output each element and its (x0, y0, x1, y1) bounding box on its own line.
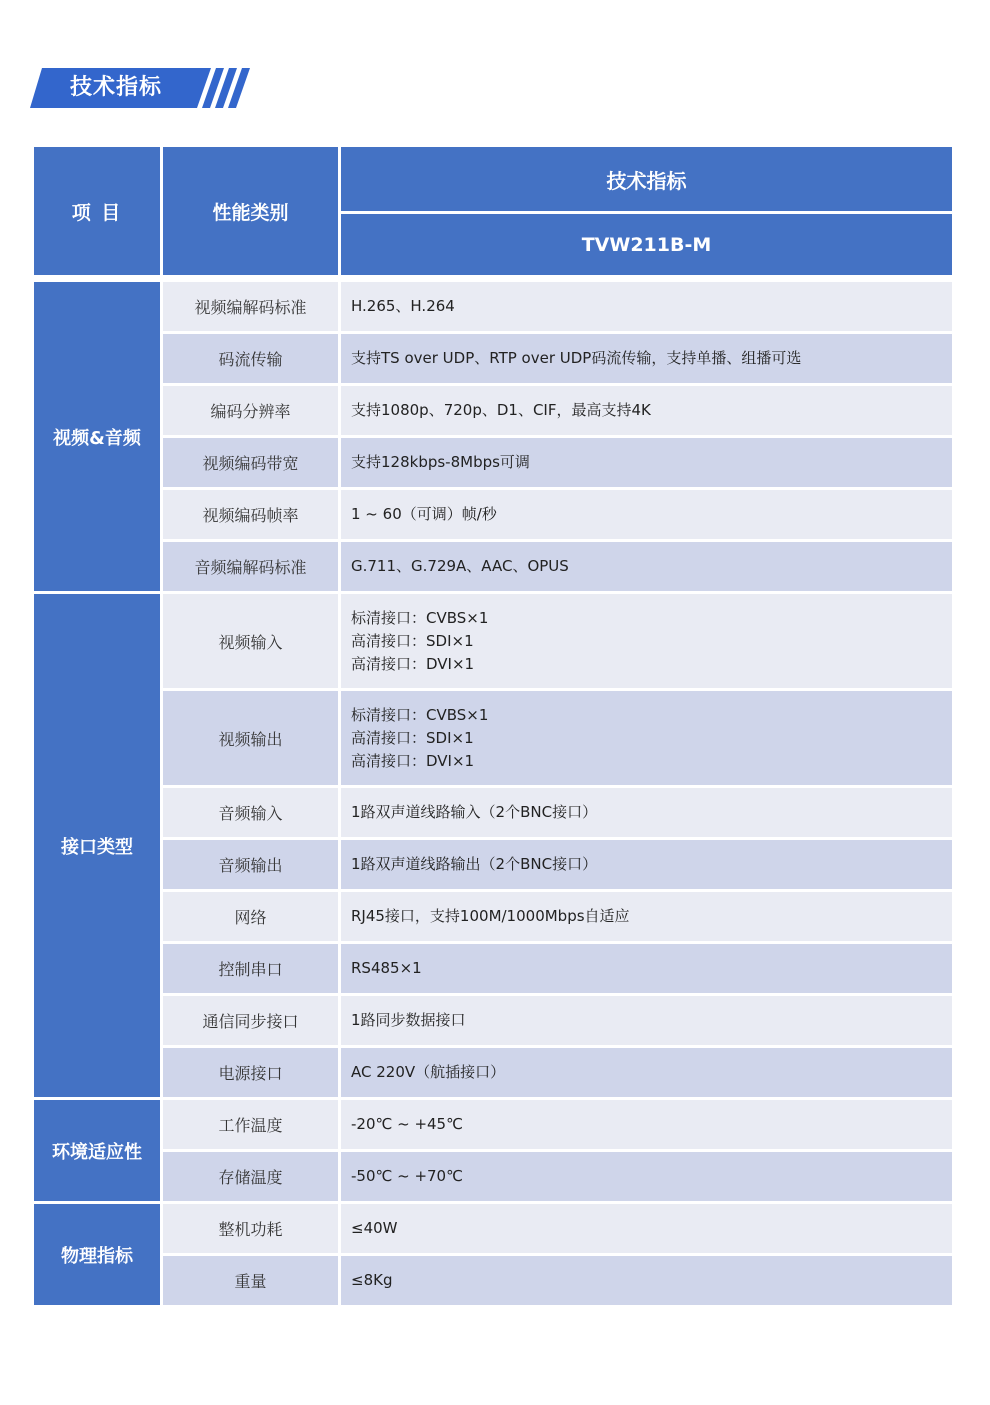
category-cell: 网络 (163, 892, 338, 941)
category-cell: 音频输入 (163, 788, 338, 837)
category-cell: 电源接口 (163, 1048, 338, 1097)
table-row (34, 1100, 952, 1149)
table-row (34, 542, 952, 591)
table-row (34, 1152, 952, 1201)
value-cell (341, 1256, 952, 1305)
table-row (34, 788, 952, 837)
category-cell: 码流传输 (163, 334, 338, 383)
value-line: 支持128kbps-8Mbps可调 (351, 453, 530, 471)
value-line: 高清接口：DVI×1 (351, 751, 475, 770)
value-line: 高清接口：SDI×1 (351, 728, 474, 747)
value-cell (341, 1048, 952, 1097)
value-line: 高清接口：SDI×1 (351, 631, 474, 650)
group-label: 接口类型 (34, 594, 160, 1097)
value-cell (341, 944, 952, 993)
category-cell: 工作温度 (163, 1100, 338, 1149)
value-line: 1路双声道线路输入（2个BNC接口） (351, 803, 598, 821)
table-row (34, 334, 952, 383)
category-cell: 视频输入 (163, 594, 338, 688)
table-row (34, 944, 952, 993)
value-line: G.711、G.729A、AAC、OPUS (351, 557, 569, 575)
group-label: 物理指标 (34, 1204, 160, 1305)
value-line: 支持1080p、720p、D1、CIF，最高支持4K (351, 401, 651, 419)
value-line: 1路双声道线路输出（2个BNC接口） (351, 855, 598, 873)
category-cell: 音频输出 (163, 840, 338, 889)
table-row (34, 996, 952, 1045)
table-row (34, 1204, 952, 1253)
table-row (34, 386, 952, 435)
value-line: AC 220V（航插接口） (351, 1063, 506, 1081)
value-cell (341, 1100, 952, 1149)
table-row (34, 840, 952, 889)
value-line: 标清接口：CVBS×1 (351, 705, 489, 724)
value-cell (341, 438, 952, 487)
value-cell (341, 386, 952, 435)
group-label: 环境适应性 (34, 1100, 160, 1201)
value-line: 高清接口：DVI×1 (351, 654, 475, 673)
spec-body (34, 282, 952, 1305)
value-cell (341, 334, 952, 383)
table-row (34, 594, 952, 688)
value-cell (341, 490, 952, 539)
value-cell (341, 542, 952, 591)
value-line: 支持TS over UDP、RTP over UDP码流传输，支持单播、组播可选 (351, 349, 802, 367)
category-cell: 存储温度 (163, 1152, 338, 1201)
category-cell: 音频编解码标准 (163, 542, 338, 591)
header-performance-category: 性能类别 (163, 147, 338, 275)
category-cell: 视频输出 (163, 691, 338, 785)
value-cell (341, 594, 952, 688)
value-line: ≤40W (351, 1219, 398, 1237)
section-title: 技术指标 (70, 75, 163, 100)
value-cell (341, 282, 952, 331)
value-line: RJ45接口，支持100M/1000Mbps自适应 (351, 907, 630, 925)
table-row (34, 1048, 952, 1097)
value-line: -20℃ ~ +45℃ (351, 1115, 463, 1133)
group-label: 视频&音频 (34, 282, 160, 591)
value-cell (341, 788, 952, 837)
value-line: 1路同步数据接口 (351, 1011, 466, 1029)
spec-table (31, 144, 955, 1308)
category-cell: 编码分辨率 (163, 386, 338, 435)
header-item: 项 目 (34, 147, 160, 275)
category-cell: 整机功耗 (163, 1204, 338, 1253)
table-row (34, 490, 952, 539)
category-cell: 通信同步接口 (163, 996, 338, 1045)
table-row (34, 892, 952, 941)
value-cell (341, 1204, 952, 1253)
header-spec-title: 技术指标 (341, 147, 952, 211)
value-cell (341, 996, 952, 1045)
category-cell: 视频编码带宽 (163, 438, 338, 487)
category-cell: 重量 (163, 1256, 338, 1305)
table-row (34, 1256, 952, 1305)
category-cell: 视频编码帧率 (163, 490, 338, 539)
category-cell: 控制串口 (163, 944, 338, 993)
value-line: H.265、H.264 (351, 297, 455, 315)
value-cell (341, 1152, 952, 1201)
table-row (34, 282, 952, 331)
value-cell (341, 840, 952, 889)
category-cell: 视频编解码标准 (163, 282, 338, 331)
value-cell (341, 892, 952, 941)
table-row (34, 691, 952, 785)
value-line: -50℃ ~ +70℃ (351, 1167, 463, 1185)
header-model: TVW211B-M (341, 214, 952, 275)
value-line: RS485×1 (351, 959, 422, 977)
value-cell (341, 691, 952, 785)
value-line: 标清接口：CVBS×1 (351, 608, 489, 627)
value-line: ≤8Kg (351, 1271, 393, 1289)
value-line: 1 ~ 60（可调）帧/秒 (351, 505, 497, 523)
table-row (34, 438, 952, 487)
